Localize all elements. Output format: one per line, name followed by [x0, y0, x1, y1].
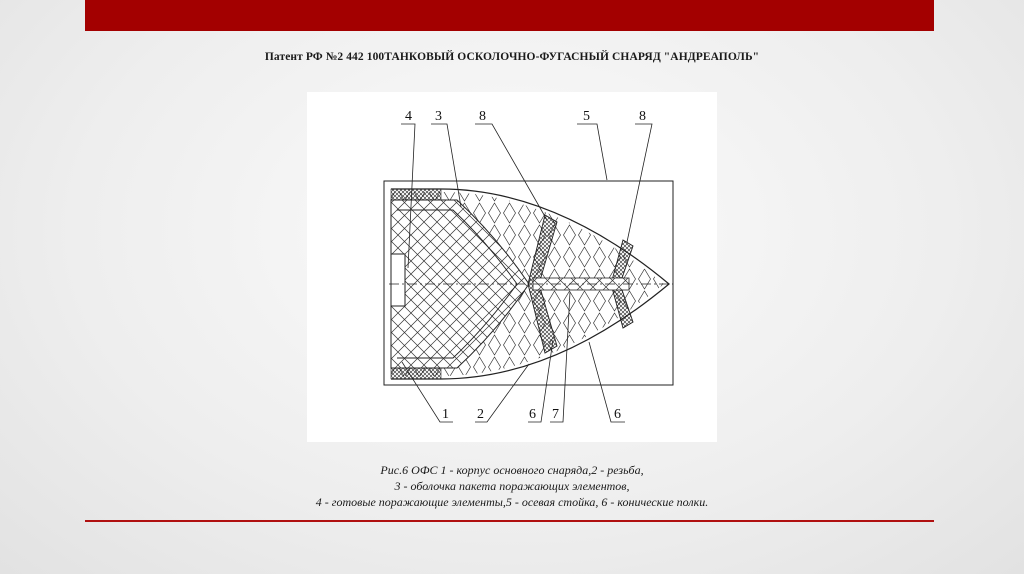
label-5: 5 — [583, 109, 590, 124]
bottom-divider — [85, 520, 934, 522]
label-1: 1 — [442, 407, 449, 422]
caption-line: 3 - оболочка пакета поражающих элементов, — [394, 479, 630, 493]
label-8-left: 8 — [479, 109, 486, 124]
caption-line: 4 - готовые поражающие элементы,5 - осевая стойка, 6 - конические полки. — [315, 495, 709, 509]
label-6-left: 6 — [529, 407, 536, 422]
label-6-right: 6 — [614, 407, 621, 422]
figure-caption — [0, 462, 1024, 510]
slide-title: Патент РФ №2 442 100ТАНКОВЫЙ ОСКОЛОЧНО-ФУГАСНЫЙ СНАРЯД "АНДРЕАПОЛЬ" — [264, 51, 760, 63]
caption-line: Рис.6 ОФС 1 - корпус основного снаряда,2 - резьба, — [380, 463, 644, 477]
label-4: 4 — [405, 109, 412, 124]
label-8-right: 8 — [639, 109, 646, 124]
label-3: 3 — [435, 109, 442, 124]
label-7: 7 — [552, 407, 559, 422]
patent-drawing — [307, 92, 717, 442]
label-2: 2 — [477, 407, 484, 422]
base-plug — [391, 254, 405, 306]
top-accent-bar — [85, 0, 934, 31]
projectile-cross-section — [307, 92, 717, 442]
